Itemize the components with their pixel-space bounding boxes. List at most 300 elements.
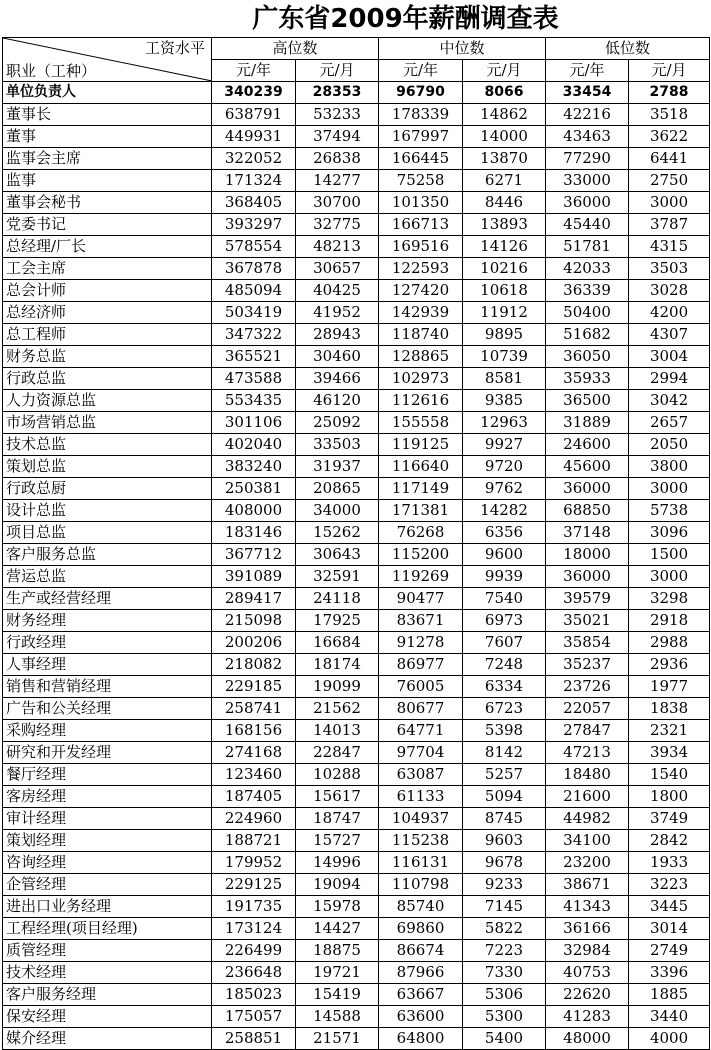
- table-row: [3, 896, 710, 918]
- salary-value-cell: 3396: [629, 962, 710, 984]
- salary-value-cell: 35237: [546, 654, 629, 676]
- salary-value-cell: 3800: [629, 456, 710, 478]
- salary-value-cell: 274168: [212, 742, 296, 764]
- salary-value-cell: 2918: [629, 610, 710, 632]
- salary-value-cell: 42033: [546, 258, 629, 280]
- occupation-cell: 广告和公关经理: [3, 698, 212, 720]
- salary-value-cell: 75258: [379, 170, 463, 192]
- salary-value-cell: 5400: [463, 1028, 546, 1050]
- salary-value-cell: 2994: [629, 368, 710, 390]
- salary-value-cell: 116131: [379, 852, 463, 874]
- salary-value-cell: 33000: [546, 170, 629, 192]
- salary-value-cell: 24600: [546, 434, 629, 456]
- salary-value-cell: 15978: [296, 896, 379, 918]
- occupation-cell: 财务总监: [3, 346, 212, 368]
- table-row: [3, 170, 710, 192]
- salary-value-cell: 8745: [463, 808, 546, 830]
- occupation-cell: 监事: [3, 170, 212, 192]
- occupation-cell: 财务经理: [3, 610, 212, 632]
- salary-value-cell: 23726: [546, 676, 629, 698]
- salary-value-cell: 76268: [379, 522, 463, 544]
- salary-value-cell: 36500: [546, 390, 629, 412]
- salary-value-cell: 218082: [212, 654, 296, 676]
- table-row: [3, 456, 710, 478]
- table-row: [3, 500, 710, 522]
- salary-value-cell: 3787: [629, 214, 710, 236]
- salary-value-cell: 27847: [546, 720, 629, 742]
- salary-value-cell: 347322: [212, 324, 296, 346]
- salary-value-cell: 9678: [463, 852, 546, 874]
- salary-value-cell: 2050: [629, 434, 710, 456]
- salary-value-cell: 36000: [546, 566, 629, 588]
- salary-value-cell: 127420: [379, 280, 463, 302]
- salary-value-cell: 5822: [463, 918, 546, 940]
- salary-value-cell: 503419: [212, 302, 296, 324]
- salary-value-cell: 37148: [546, 522, 629, 544]
- salary-value-cell: 155558: [379, 412, 463, 434]
- salary-value-cell: 87966: [379, 962, 463, 984]
- salary-value-cell: 3028: [629, 280, 710, 302]
- salary-value-cell: 36000: [546, 478, 629, 500]
- salary-value-cell: 3000: [629, 566, 710, 588]
- salary-value-cell: 178339: [379, 104, 463, 126]
- occupation-cell: 总工程师: [3, 324, 212, 346]
- salary-value-cell: 449931: [212, 126, 296, 148]
- salary-value-cell: 368405: [212, 192, 296, 214]
- salary-value-cell: 22057: [546, 698, 629, 720]
- corner-header-cell: [3, 38, 212, 82]
- salary-value-cell: 18000: [546, 544, 629, 566]
- salary-value-cell: 18875: [296, 940, 379, 962]
- salary-value-cell: 32984: [546, 940, 629, 962]
- occupation-cell: 市场营销总监: [3, 412, 212, 434]
- corner-label-occupation: 职业（工种）: [6, 62, 97, 80]
- salary-value-cell: 35854: [546, 632, 629, 654]
- salary-value-cell: 26838: [296, 148, 379, 170]
- occupation-cell: 研究和开发经理: [3, 742, 212, 764]
- table-row: [3, 830, 710, 852]
- table-row: [3, 280, 710, 302]
- salary-value-cell: 383240: [212, 456, 296, 478]
- salary-value-cell: 38671: [546, 874, 629, 896]
- salary-value-cell: 119125: [379, 434, 463, 456]
- table-row: [3, 368, 710, 390]
- occupation-cell: 客户服务总监: [3, 544, 212, 566]
- salary-value-cell: 110798: [379, 874, 463, 896]
- salary-value-cell: 24118: [296, 588, 379, 610]
- occupation-cell: 生产或经营经理: [3, 588, 212, 610]
- table-row: [3, 940, 710, 962]
- salary-value-cell: 115200: [379, 544, 463, 566]
- salary-value-cell: 1838: [629, 698, 710, 720]
- salary-value-cell: 15262: [296, 522, 379, 544]
- salary-value-cell: 301106: [212, 412, 296, 434]
- occupation-cell: 策划经理: [3, 830, 212, 852]
- salary-value-cell: 69860: [379, 918, 463, 940]
- salary-value-cell: 35021: [546, 610, 629, 632]
- salary-value-cell: 6271: [463, 170, 546, 192]
- table-row: [3, 918, 710, 940]
- salary-value-cell: 14277: [296, 170, 379, 192]
- salary-value-cell: 42216: [546, 104, 629, 126]
- salary-value-cell: 6723: [463, 698, 546, 720]
- salary-value-cell: 63667: [379, 984, 463, 1006]
- salary-value-cell: 2988: [629, 632, 710, 654]
- salary-value-cell: 19721: [296, 962, 379, 984]
- salary-value-cell: 171324: [212, 170, 296, 192]
- occupation-cell: 技术总监: [3, 434, 212, 456]
- salary-value-cell: 408000: [212, 500, 296, 522]
- salary-value-cell: 14013: [296, 720, 379, 742]
- salary-value-cell: 2657: [629, 412, 710, 434]
- salary-value-cell: 9600: [463, 544, 546, 566]
- occupation-cell: 行政经理: [3, 632, 212, 654]
- salary-value-cell: 46120: [296, 390, 379, 412]
- salary-value-cell: 14862: [463, 104, 546, 126]
- salary-value-cell: 185023: [212, 984, 296, 1006]
- salary-value-cell: 9927: [463, 434, 546, 456]
- salary-value-cell: 169516: [379, 236, 463, 258]
- salary-value-cell: 1885: [629, 984, 710, 1006]
- salary-value-cell: 63600: [379, 1006, 463, 1028]
- table-row: [3, 82, 710, 104]
- salary-value-cell: 15727: [296, 830, 379, 852]
- salary-value-cell: 3096: [629, 522, 710, 544]
- salary-value-cell: 553435: [212, 390, 296, 412]
- occupation-cell: 董事: [3, 126, 212, 148]
- occupation-cell: 单位负责人: [3, 82, 212, 104]
- occupation-cell: 客房经理: [3, 786, 212, 808]
- salary-value-cell: 36166: [546, 918, 629, 940]
- table-row: [3, 852, 710, 874]
- table-body: [3, 82, 710, 1050]
- salary-value-cell: 8581: [463, 368, 546, 390]
- salary-value-cell: 175057: [212, 1006, 296, 1028]
- salary-value-cell: 12963: [463, 412, 546, 434]
- salary-value-cell: 10739: [463, 346, 546, 368]
- salary-value-cell: 41283: [546, 1006, 629, 1028]
- salary-value-cell: 1540: [629, 764, 710, 786]
- salary-value-cell: 119269: [379, 566, 463, 588]
- occupation-cell: 餐厅经理: [3, 764, 212, 786]
- salary-value-cell: 13870: [463, 148, 546, 170]
- salary-value-cell: 77290: [546, 148, 629, 170]
- table-row: [3, 566, 710, 588]
- occupation-cell: 进出口业务经理: [3, 896, 212, 918]
- salary-value-cell: 14000: [463, 126, 546, 148]
- salary-value-cell: 86674: [379, 940, 463, 962]
- occupation-cell: 保安经理: [3, 1006, 212, 1028]
- salary-table: [2, 37, 710, 1050]
- salary-value-cell: 102973: [379, 368, 463, 390]
- table-row: [3, 412, 710, 434]
- salary-value-cell: 90477: [379, 588, 463, 610]
- salary-value-cell: 4307: [629, 324, 710, 346]
- salary-value-cell: 187405: [212, 786, 296, 808]
- salary-value-cell: 15419: [296, 984, 379, 1006]
- salary-value-cell: 5738: [629, 500, 710, 522]
- table-row: [3, 544, 710, 566]
- occupation-cell: 董事会秘书: [3, 192, 212, 214]
- unit-header: 元/月: [296, 60, 379, 82]
- table-row: [3, 588, 710, 610]
- salary-value-cell: 39579: [546, 588, 629, 610]
- salary-value-cell: 6973: [463, 610, 546, 632]
- salary-value-cell: 21600: [546, 786, 629, 808]
- salary-value-cell: 34100: [546, 830, 629, 852]
- salary-value-cell: 3503: [629, 258, 710, 280]
- salary-value-cell: 7223: [463, 940, 546, 962]
- salary-value-cell: 61133: [379, 786, 463, 808]
- corner-label-wage-level: 工资水平: [144, 39, 205, 57]
- table-row: [3, 434, 710, 456]
- table-row: [3, 962, 710, 984]
- salary-value-cell: 22847: [296, 742, 379, 764]
- salary-value-cell: 45600: [546, 456, 629, 478]
- salary-value-cell: 340239: [212, 82, 296, 104]
- salary-value-cell: 14282: [463, 500, 546, 522]
- salary-value-cell: 1800: [629, 786, 710, 808]
- occupation-cell: 行政总厨: [3, 478, 212, 500]
- table-row: [3, 236, 710, 258]
- salary-value-cell: 8446: [463, 192, 546, 214]
- salary-value-cell: 64771: [379, 720, 463, 742]
- salary-value-cell: 6356: [463, 522, 546, 544]
- table-row: [3, 126, 710, 148]
- occupation-cell: 总会计师: [3, 280, 212, 302]
- salary-value-cell: 101350: [379, 192, 463, 214]
- salary-value-cell: 32775: [296, 214, 379, 236]
- occupation-cell: 媒介经理: [3, 1028, 212, 1050]
- salary-value-cell: 1977: [629, 676, 710, 698]
- occupation-cell: 策划总监: [3, 456, 212, 478]
- salary-value-cell: 2321: [629, 720, 710, 742]
- salary-value-cell: 10618: [463, 280, 546, 302]
- table-row: [3, 632, 710, 654]
- salary-value-cell: 96790: [379, 82, 463, 104]
- salary-value-cell: 44982: [546, 808, 629, 830]
- salary-value-cell: 183146: [212, 522, 296, 544]
- salary-value-cell: 3004: [629, 346, 710, 368]
- salary-value-cell: 229125: [212, 874, 296, 896]
- salary-value-cell: 34000: [296, 500, 379, 522]
- salary-value-cell: 258741: [212, 698, 296, 720]
- salary-value-cell: 3000: [629, 192, 710, 214]
- salary-value-cell: 7540: [463, 588, 546, 610]
- salary-value-cell: 7607: [463, 632, 546, 654]
- salary-value-cell: 37494: [296, 126, 379, 148]
- salary-value-cell: 80677: [379, 698, 463, 720]
- salary-value-cell: 3934: [629, 742, 710, 764]
- occupation-cell: 客户服务经理: [3, 984, 212, 1006]
- salary-value-cell: 112616: [379, 390, 463, 412]
- salary-value-cell: 30700: [296, 192, 379, 214]
- salary-value-cell: 578554: [212, 236, 296, 258]
- salary-value-cell: 5300: [463, 1006, 546, 1028]
- salary-value-cell: 23200: [546, 852, 629, 874]
- salary-value-cell: 11912: [463, 302, 546, 324]
- occupation-cell: 党委书记: [3, 214, 212, 236]
- salary-value-cell: 17925: [296, 610, 379, 632]
- salary-value-cell: 15617: [296, 786, 379, 808]
- salary-value-cell: 53233: [296, 104, 379, 126]
- table-row: [3, 390, 710, 412]
- salary-value-cell: 5306: [463, 984, 546, 1006]
- salary-value-cell: 9385: [463, 390, 546, 412]
- salary-value-cell: 142939: [379, 302, 463, 324]
- occupation-cell: 设计总监: [3, 500, 212, 522]
- salary-value-cell: 9603: [463, 830, 546, 852]
- salary-value-cell: 18747: [296, 808, 379, 830]
- salary-value-cell: 76005: [379, 676, 463, 698]
- salary-value-cell: 40425: [296, 280, 379, 302]
- table-row: [3, 874, 710, 896]
- salary-value-cell: 8066: [463, 82, 546, 104]
- salary-value-cell: 4315: [629, 236, 710, 258]
- occupation-cell: 工会主席: [3, 258, 212, 280]
- salary-value-cell: 7330: [463, 962, 546, 984]
- salary-value-cell: 83671: [379, 610, 463, 632]
- salary-value-cell: 47213: [546, 742, 629, 764]
- header-row-groups: [3, 38, 710, 60]
- table-row: [3, 324, 710, 346]
- salary-value-cell: 32591: [296, 566, 379, 588]
- salary-value-cell: 43463: [546, 126, 629, 148]
- salary-value-cell: 8142: [463, 742, 546, 764]
- salary-value-cell: 393297: [212, 214, 296, 236]
- salary-value-cell: 22620: [546, 984, 629, 1006]
- unit-header: 元/月: [629, 60, 710, 82]
- salary-value-cell: 123460: [212, 764, 296, 786]
- group-header-high: 高位数: [212, 38, 379, 60]
- table-row: [3, 808, 710, 830]
- table-row: [3, 192, 710, 214]
- salary-value-cell: 33503: [296, 434, 379, 456]
- table-row: [3, 654, 710, 676]
- salary-value-cell: 36000: [546, 192, 629, 214]
- table-row: [3, 676, 710, 698]
- salary-value-cell: 250381: [212, 478, 296, 500]
- salary-value-cell: 16684: [296, 632, 379, 654]
- occupation-cell: 企管经理: [3, 874, 212, 896]
- salary-value-cell: 36339: [546, 280, 629, 302]
- table-row: [3, 104, 710, 126]
- page-title: 广东省2009年薪酬调查表: [252, 4, 559, 34]
- salary-value-cell: 25092: [296, 412, 379, 434]
- salary-value-cell: 21571: [296, 1028, 379, 1050]
- salary-value-cell: 35933: [546, 368, 629, 390]
- salary-value-cell: 6441: [629, 148, 710, 170]
- salary-value-cell: 3440: [629, 1006, 710, 1028]
- occupation-cell: 项目总监: [3, 522, 212, 544]
- salary-value-cell: 3518: [629, 104, 710, 126]
- salary-value-cell: 48213: [296, 236, 379, 258]
- salary-value-cell: 64800: [379, 1028, 463, 1050]
- table-row: [3, 302, 710, 324]
- salary-value-cell: 51682: [546, 324, 629, 346]
- unit-header: 元/年: [212, 60, 296, 82]
- salary-value-cell: 97704: [379, 742, 463, 764]
- salary-value-cell: 3000: [629, 478, 710, 500]
- salary-value-cell: 3042: [629, 390, 710, 412]
- salary-value-cell: 1500: [629, 544, 710, 566]
- salary-value-cell: 21562: [296, 698, 379, 720]
- salary-value-cell: 7248: [463, 654, 546, 676]
- salary-value-cell: 188721: [212, 830, 296, 852]
- group-header-median: 中位数: [379, 38, 546, 60]
- salary-value-cell: 9762: [463, 478, 546, 500]
- salary-value-cell: 9895: [463, 324, 546, 346]
- salary-value-cell: 4000: [629, 1028, 710, 1050]
- salary-value-cell: 33454: [546, 82, 629, 104]
- unit-header: 元/年: [546, 60, 629, 82]
- table-row: [3, 610, 710, 632]
- salary-value-cell: 485094: [212, 280, 296, 302]
- salary-value-cell: 2936: [629, 654, 710, 676]
- table-row: [3, 258, 710, 280]
- salary-value-cell: 30643: [296, 544, 379, 566]
- occupation-cell: 人力资源总监: [3, 390, 212, 412]
- occupation-cell: 人事经理: [3, 654, 212, 676]
- occupation-cell: 总经济师: [3, 302, 212, 324]
- salary-value-cell: 2842: [629, 830, 710, 852]
- occupation-cell: 监事会主席: [3, 148, 212, 170]
- salary-value-cell: 51781: [546, 236, 629, 258]
- salary-value-cell: 167997: [379, 126, 463, 148]
- table-row: [3, 214, 710, 236]
- salary-value-cell: 3445: [629, 896, 710, 918]
- salary-value-cell: 168156: [212, 720, 296, 742]
- salary-value-cell: 2788: [629, 82, 710, 104]
- occupation-cell: 工程经理(项目经理): [3, 918, 212, 940]
- salary-value-cell: 63087: [379, 764, 463, 786]
- table-row: [3, 984, 710, 1006]
- salary-value-cell: 289417: [212, 588, 296, 610]
- occupation-cell: 董事长: [3, 104, 212, 126]
- salary-value-cell: 41952: [296, 302, 379, 324]
- salary-value-cell: 128865: [379, 346, 463, 368]
- table-row: [3, 478, 710, 500]
- salary-value-cell: 226499: [212, 940, 296, 962]
- salary-value-cell: 402040: [212, 434, 296, 456]
- salary-value-cell: 19099: [296, 676, 379, 698]
- salary-value-cell: 166713: [379, 214, 463, 236]
- table-row: [3, 742, 710, 764]
- salary-value-cell: 4200: [629, 302, 710, 324]
- salary-value-cell: 68850: [546, 500, 629, 522]
- salary-value-cell: 85740: [379, 896, 463, 918]
- salary-value-cell: 19094: [296, 874, 379, 896]
- table-row: [3, 522, 710, 544]
- table-row: [3, 764, 710, 786]
- salary-value-cell: 86977: [379, 654, 463, 676]
- occupation-cell: 销售和营销经理: [3, 676, 212, 698]
- salary-value-cell: 224960: [212, 808, 296, 830]
- table-row: [3, 786, 710, 808]
- table-row: [3, 148, 710, 170]
- salary-value-cell: 3223: [629, 874, 710, 896]
- salary-value-cell: 48000: [546, 1028, 629, 1050]
- salary-value-cell: 191735: [212, 896, 296, 918]
- salary-value-cell: 9939: [463, 566, 546, 588]
- salary-value-cell: 18174: [296, 654, 379, 676]
- salary-value-cell: 229185: [212, 676, 296, 698]
- salary-value-cell: 45440: [546, 214, 629, 236]
- salary-value-cell: 20865: [296, 478, 379, 500]
- table-row: [3, 1006, 710, 1028]
- salary-value-cell: 50400: [546, 302, 629, 324]
- salary-value-cell: 171381: [379, 500, 463, 522]
